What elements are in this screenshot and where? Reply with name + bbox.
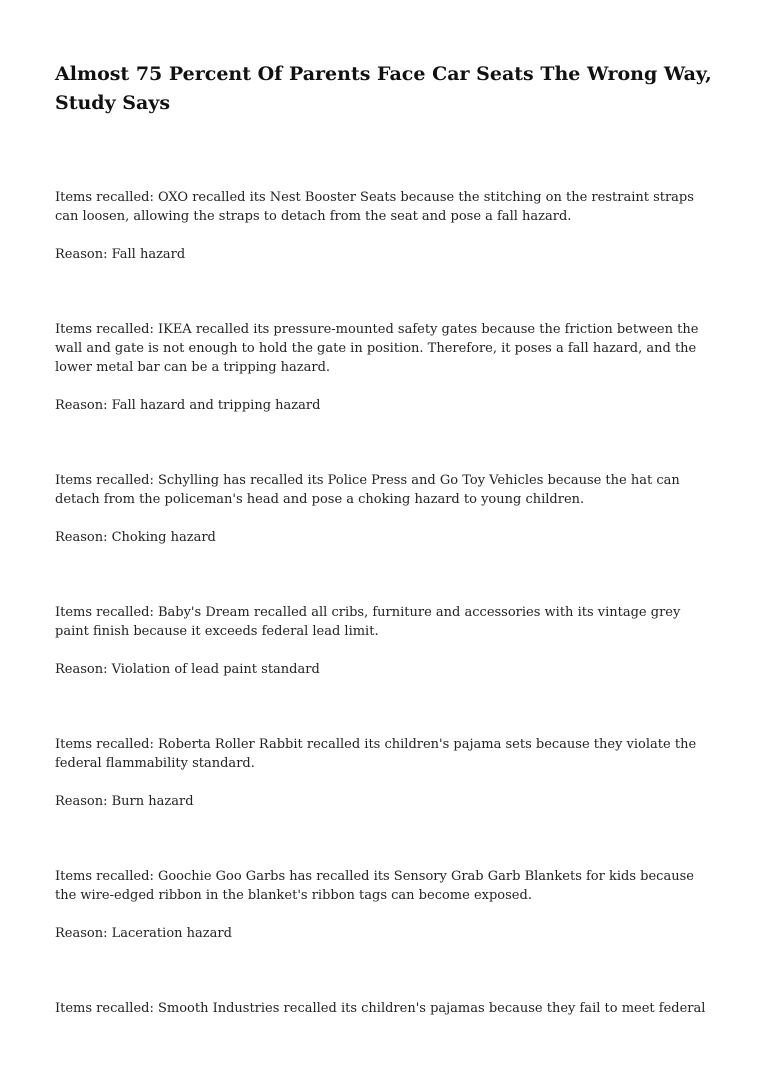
items-recalled-text: Items recalled: OXO recalled its Nest Booster Seats because the stitching on the restraint straps can loosen, allowing the straps to detach from the seat and pose a fall hazard. — [55, 190, 694, 224]
items-recalled-text: Items recalled: Baby's Dream recalled all cribs, furniture and accessories with its vintage grey paint finish because it exceeds federal lead limit. — [55, 605, 681, 639]
recall-entry — [55, 603, 715, 679]
items-recalled-text: Items recalled: Goochie Goo Garbs has recalled its Sensory Grab Garb Blankets for kids because the wire-edged ribbon in the blanket's ribbon tags can become exposed. — [55, 869, 694, 903]
items-recalled-text: Items recalled: Smooth Industries recalled its children's pajamas because they fail to meet federal — [55, 1001, 706, 1016]
recall-entry — [55, 320, 715, 415]
recall-entry — [55, 471, 715, 547]
recall-entry — [55, 999, 715, 1018]
reason-text: Reason: Fall hazard and tripping hazard — [55, 398, 321, 413]
items-recalled-text: Items recalled: Schylling has recalled its Police Press and Go Toy Vehicles because the hat can detach from the policeman's head and pose a choking hazard to young children. — [55, 473, 680, 507]
reason-text: Reason: Choking hazard — [55, 530, 216, 545]
items-recalled-text: Items recalled: IKEA recalled its pressure-mounted safety gates because the friction between the wall and gate is not enough to hold the gate in position. Therefore, it poses a fall hazard, and the lower metal bar can be a tripping hazard. — [55, 322, 699, 375]
reason-text: Reason: Burn hazard — [55, 794, 194, 809]
reason-text: Reason: Laceration hazard — [55, 926, 232, 941]
reason-text: Reason: Violation of lead paint standard — [55, 662, 320, 677]
items-recalled-text: Items recalled: Roberta Roller Rabbit recalled its children's pajama sets because they violate the federal flammability standard. — [55, 737, 697, 771]
reason-text: Reason: Fall hazard — [55, 247, 186, 262]
recall-entry — [55, 735, 715, 811]
recall-entry — [55, 188, 715, 264]
page-title: Almost 75 Percent Of Parents Face Car Seats The Wrong Way, Study Says — [55, 63, 712, 114]
recall-entry — [55, 867, 715, 943]
